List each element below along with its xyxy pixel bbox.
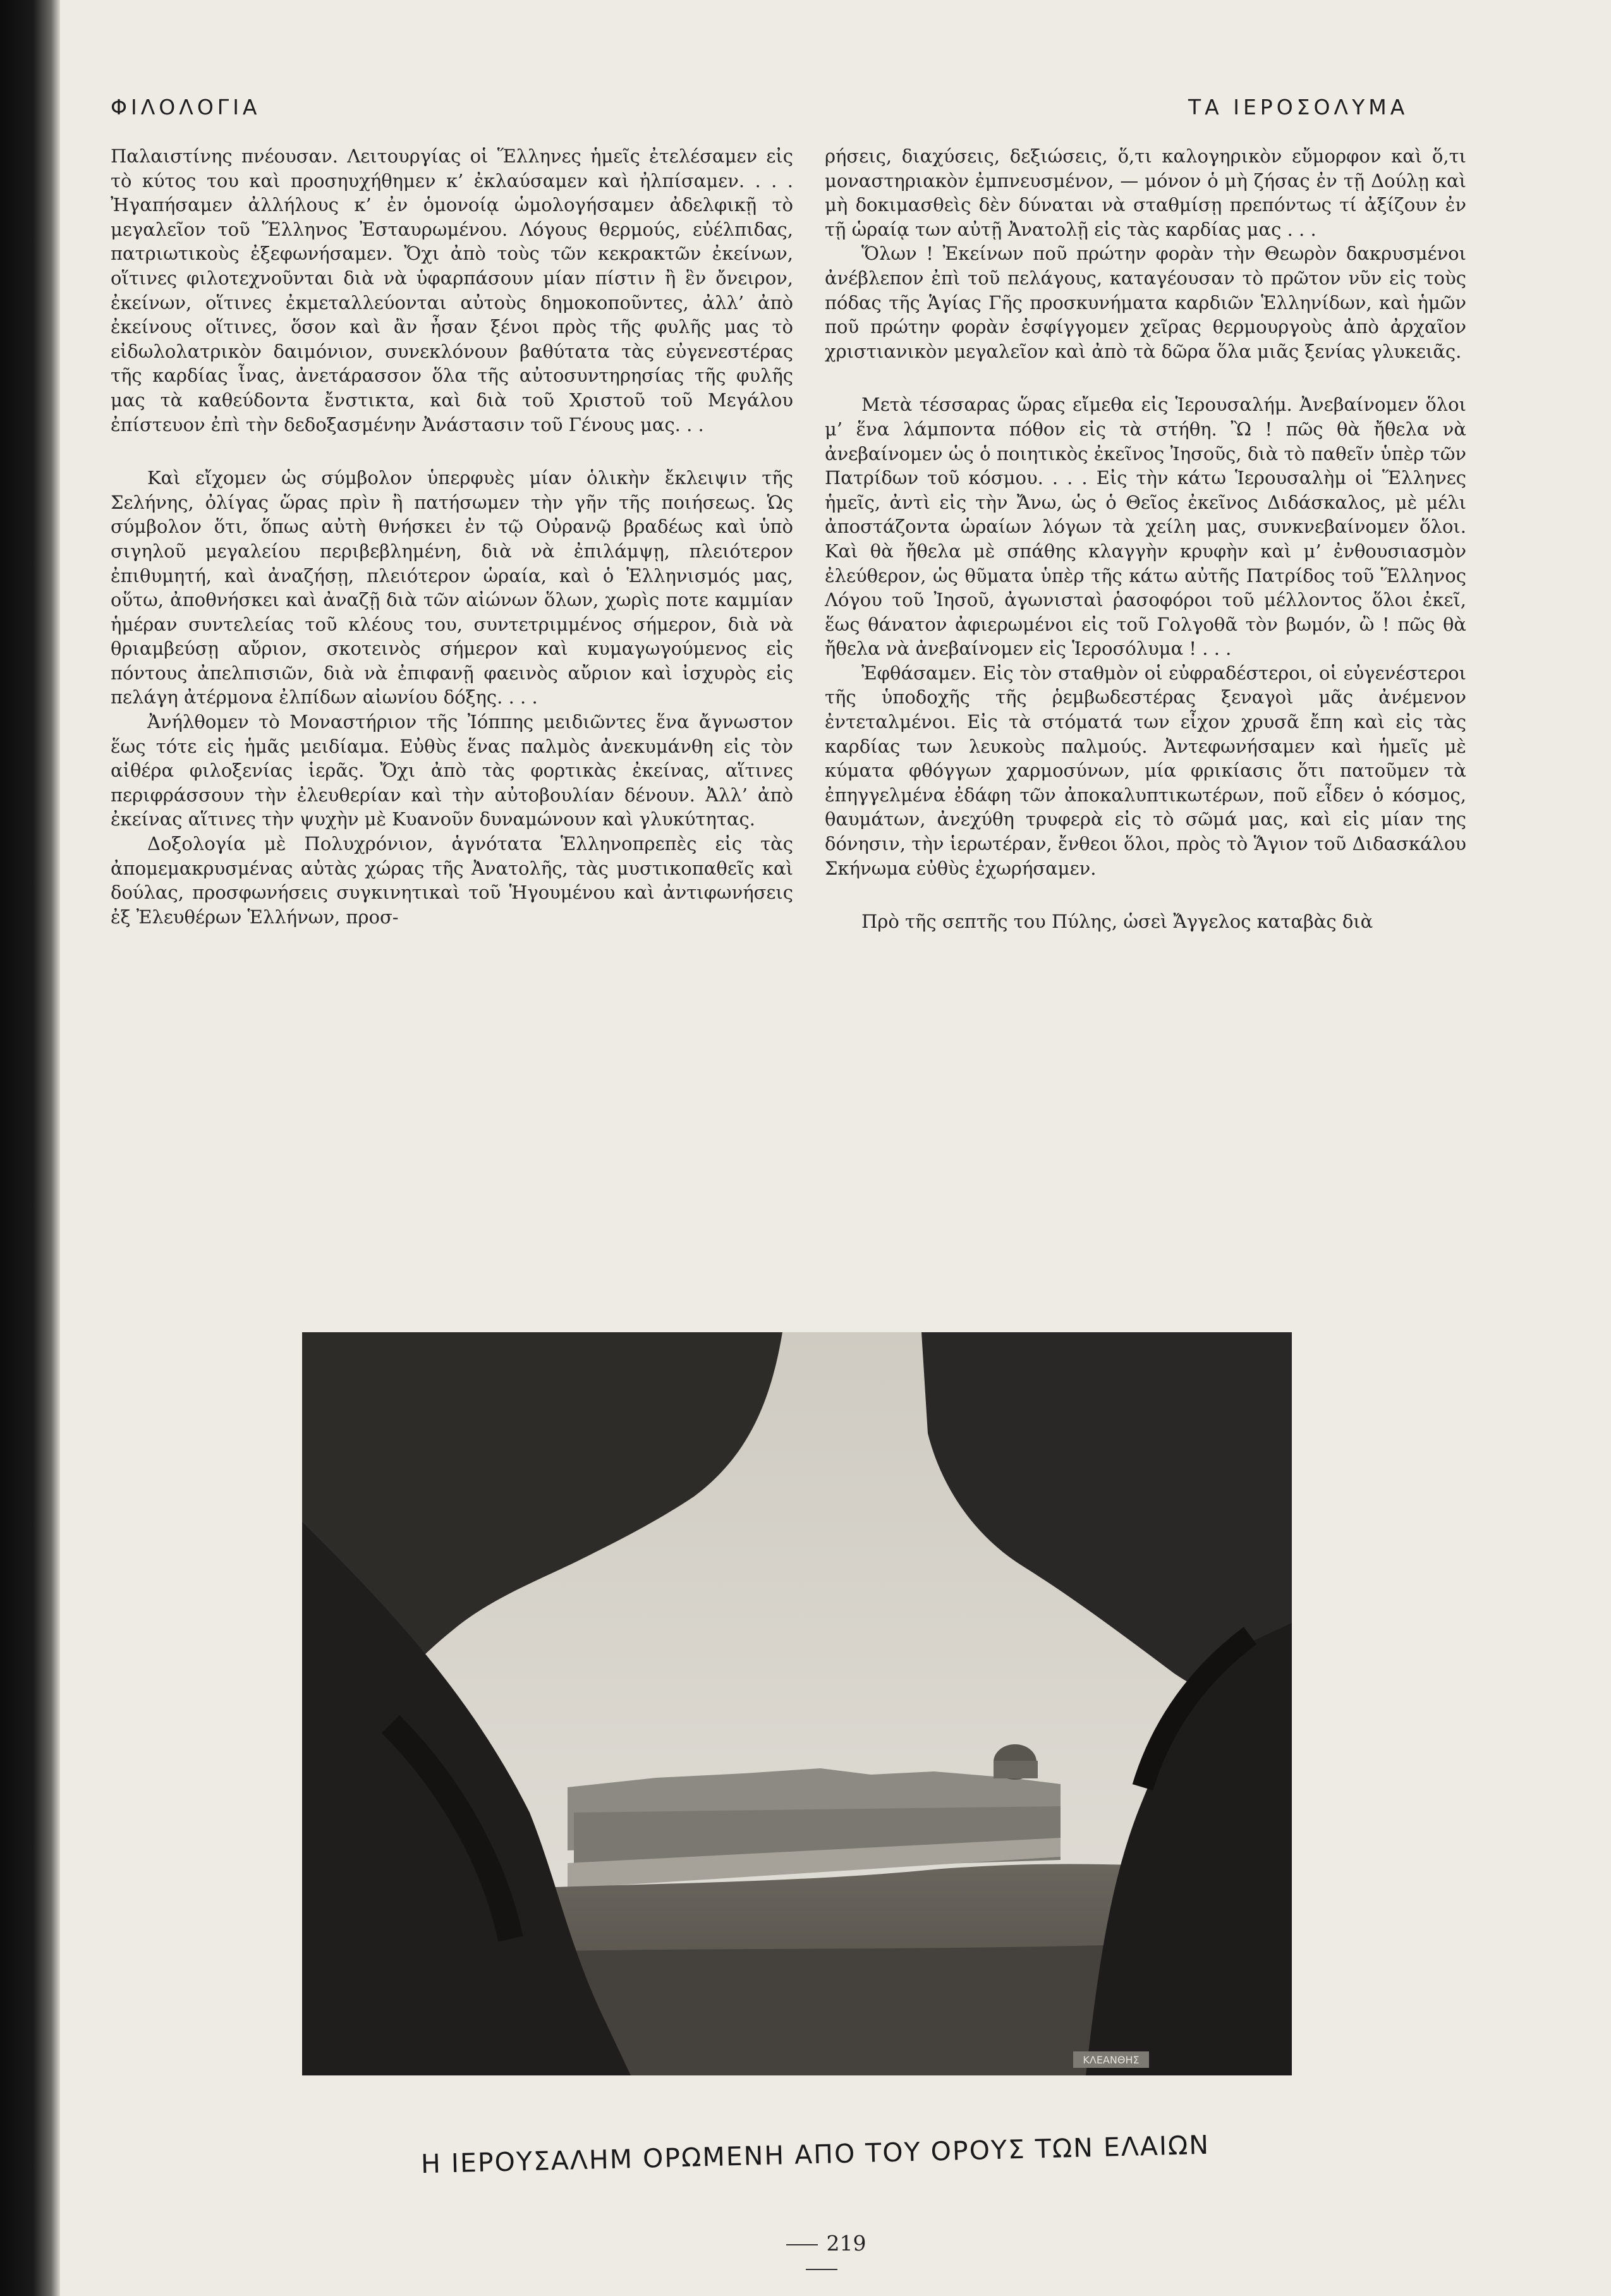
right-text-column bbox=[825, 144, 1466, 934]
jerusalem-photograph bbox=[302, 1332, 1292, 2075]
paragraph: Ἀνήλθομεν τὸ Μοναστήριον τῆς Ἰόππης μειδιῶντες ἕνα ἄγνωστον ἕως τότε εἰς ἡμᾶς μειδίαμα. Εὐθὺς ἕνας παλμὸς ἀνεκυμάνθη εἰς τὸν αἰθέρα φιλοξενίας ἱερᾶς. Ὄχι ἀπὸ τὰς φορτικὰς ἐκείνας, αἵτινες περιφράσσουν τὴν ἐλευθερίαν καὶ τὴν αὐτοβουλίαν δένουν. Ἀλλ’ ἀπὸ ἐκείνας αἵτινες τὴν ψυχὴν μὲ Κυανοῦν δυναμώνουν καὶ γλυκύτητας. bbox=[111, 711, 793, 830]
paragraph: Ὅλων ! Ἐκείνων ποῦ πρώτην φορὰν τὴν Θεωρὸν δακρυσμένοι ἀνέβλεπον ἐπὶ τοῦ πελάγους, καταγέουσαν τὸ πρῶτον νῦν εἰς τοὺς πόδας τῆς Ἁγίας Γῆς προσκυνήματα καρδιῶν Ἑλληνίδων, καὶ ἡμῶν ποῦ πρώτην φορὰν ἐσφίγγομεν χεῖρας θερμουργοὺς ἀπὸ ἀρχαῖον χριστιανικὸν μεγαλεῖον καὶ ἀπὸ τὰ δῶρα ὅλα μιᾶς ξενίας γλυκειᾶς. bbox=[825, 243, 1466, 362]
photo-caption: Η ΙΕΡΟΥΣΑΛΗΜ ΟΡΩΜΕΝΗ ΑΠΟ ΤΟΥ ΟΡΟΥΣ ΤΩΝ ΕΛΑΙΩΝ bbox=[420, 2129, 1210, 2180]
left-text-column bbox=[111, 144, 793, 929]
book-binding-shadow bbox=[0, 0, 60, 2296]
paragraph: Παλαιστίνης πνέουσαν. Λειτουργίας οἱ Ἕλληνες ἡμεῖς ἐτελέσαμεν εἰς τὸ κύτος του καὶ προσηυχήθημεν κ’ ἐκλαύσαμεν καὶ ἠλπίσαμεν. . . . Ἠγαπήσαμεν ἀλλήλους κ’ ἐν ὁμονοίᾳ ὡμολογήσαμεν ἀδελφικῇ τὸ μεγαλεῖον τοῦ Ἕλληνος Ἐσταυρωμένου. Λόγους θερμούς, εὐέλπιδας, πατριωτικοὺς ἐξεφωνήσαμεν. Ὄχι ἀπὸ τοὺς τῶν κεκρακτῶν ἐκείνων, οἵτινες φιλοτεχνοῦνται διὰ νὰ ὑφαρπάσουν μίαν πίστιν ἢ ἓν ὄνειρον, ἐκείνων, οἵτινες ἐκμεταλλεύονται αὐτοὺς δημοκοποῦντες, ἀλλ’ ἀπὸ ἐκείνους οἵτινες, ὅσον καὶ ἂν ἦσαν ξένοι πρὸς τῆς φυλῆς μας τὸ εἰδωλολατρικὸν δαιμόνιον, συνεκλόνουν βαθύτατα τὰς εὐγενεστέρας τῆς καρδίας ἶνας, ἀνετάρασσον ὅλα τῆς αὐτοσυντηρησίας τῆς φυλῆς μας τὰ καθεύδοντα ἔνστικτα, καὶ διὰ τοῦ Χριστοῦ τοῦ Μεγάλου ἐπίστευον ἐπὶ τὴν δεδοξασμένην Ἀνάστασιν τοῦ Γένους μας. . . bbox=[111, 145, 793, 435]
paragraph: Μετὰ τέσσαρας ὥρας εἴμεθα εἰς Ἱερουσαλήμ. Ἀνεβαίνομεν ὅλοι μ’ ἕνα λάμποντα πόθον εἰς τὰ στήθη. Ὢ ! πῶς θὰ ἤθελα νὰ ἀνεβαίνομεν ὡς ὁ ποιητικὸς ἐκεῖνος Ἰησοῦς, διὰ τὸ παθεῖν ὑπὲρ τῶν Πατρίδων τοῦ κόσμου. . . . Εἰς τὴν κάτω Ἱερουσαλὴμ οἱ Ἕλληνες ἡμεῖς, ἀντὶ εἰς τὴν Ἄνω, ὡς ὁ Θεῖος ἐκεῖνος Διδάσκαλος, μὲ μέλι ἀποστάζοντα ὡραίων λόγων τὰ χείλη μας, συνκνεβαίνομεν ὅλοι. Καὶ θὰ ἤθελα μὲ σπάθης κλαγγὴν κρυφὴν καὶ μ’ ἐνθουσιασμὸν ἐλεύθερον, ὡς θῦματα ὑπὲρ τῆς κάτω αὐτῆς Πατρίδος τοῦ Ἕλληνος Λόγου τοῦ Ἰησοῦ, ἀγωνισταὶ ῥασοφόροι τοῦ μέλλοντος ὅλοι ἐκεῖ, ἕως θάνατον ἀφιερωμένοι εἰς τοῦ Γολγοθᾶ τὸν βωμόν, ὢ ! πῶς θὰ ἤθελα νὰ ἀνεβαίνομεν εἰς Ἱεροσόλυμα ! . . . bbox=[825, 394, 1466, 660]
dash-right bbox=[806, 2269, 837, 2270]
page-number-footer bbox=[758, 2231, 885, 2280]
paragraph: Ἐφθάσαμεν. Εἰς τὸν σταθμὸν οἱ εὐφραδέστεροι, οἱ εὐγενέστεροι τῆς ὑποδοχῆς τῆς ῥεμβωδεστέρας ξεναγοὶ μᾶς ἀνέμενον ἐντεταλμένοι. Εἰς τὰ στόματά των εἶχον χρυσᾶ ἔπη καὶ εἰς τὰς καρδίας των λευκοὺς παλμούς. Ἀντεφωνήσαμεν καὶ ἡμεῖς μὲ κύματα φθόγγων χαρμοσύνων, μία φρικίασις ὅτι πατοῦμεν τὰ ἐπηγγελμένα ἐδάφη τῶν ἀποκαλυπτικωτέρων, ποῦ εἶδεν ὁ κόσμος, θαυμάτων, ἀνεχύθη τρυφερὰ εἰς τὸ σῶμά μας, καὶ εἰς μίαν της δόνησιν, τὴν ἱερωτέραν, ἔνθεοι ὅλοι, πρὸς τὸ Ἅγιον τοῦ Διδασκάλου Σκήνωμα εὐθὺς ἐχωρήσαμεν. bbox=[825, 662, 1466, 879]
paragraph: Δοξολογία μὲ Πολυχρόνιον, ἁγνότατα Ἑλληνοπρεπὲς εἰς τὰς ἀπομεμακρυσμένας αὐτὰς χώρας τῆς Ἀνατολῆς, τὰς μυστικοπαθεῖς καὶ δούλας, προσφωνήσεις συγκινητικαὶ τοῦ Ἡγουμένου καὶ ἀντιφωνήσεις ἐξ Ἐλευθέρων Ἑλλήνων, προσ- bbox=[111, 833, 793, 928]
paragraph: Καὶ εἴχομεν ὡς σύμβολον ὑπερφυὲς μίαν ὁλικὴν ἔκλειψιν τῆς Σελήνης, ὀλίγας ὥρας πρὶν ἢ πατήσωμεν τὴν γῆν τῆς ποιήσεως. Ὡς σύμβολον ὅτι, ὅπως αὐτὴ θνήσκει ἐν τῷ Οὐρανῷ βραδέως καὶ ὑπὸ σιγηλοῦ μεγαλείου περιβεβλημένη, διὰ νὰ ἐπιλάμψῃ, πλειότερον ἐπιθυμητή, καὶ ἀναζήσῃ, πλειότερον ὡραία, καὶ ὁ Ἑλληνισμός μας, οὕτω, ἀποθνήσκει καὶ ἀναζῇ διὰ τῶν αἰώνων ὅλων, χωρὶς ποτε καμμίαν ἡμέραν συντελείας τοῦ κλέους του, συντετριμμένος σήμερον, διὰ νὰ θριαμβεύσῃ αὔριον, σκοτεινὸς σήμερον καὶ κυμαγωγούμενος εἰς πόντους ἀπελπισιῶν, διὰ νὰ ἐπιφανῇ φαεινὸς αὔριον καὶ ἰσχυρὸς εἰς πελάγη ἀτέρμονα ἐλπίδων αἰωνίου δόξης. . . . bbox=[111, 467, 793, 708]
dash-left bbox=[786, 2244, 818, 2245]
running-header-right: ΤΑ ΙΕΡΟΣΟΛΥΜΑ bbox=[1188, 95, 1409, 119]
photo-credit: ΚΛΕΑΝΘΗΣ bbox=[1083, 2054, 1140, 2066]
running-header-left: ΦΙΛΟΛΟΓΙΑ bbox=[111, 95, 261, 119]
paragraph: Πρὸ τῆς σεπτῆς του Πύλης, ὡσεὶ Ἄγγελος καταβὰς διὰ bbox=[861, 911, 1373, 933]
page-number: 219 bbox=[826, 2231, 866, 2256]
paragraph: ρήσεις, διαχύσεις, δεξιώσεις, ὅ,τι καλογηρικὸν εὔμορφον καὶ ὅ,τι μοναστηριακὸν ἐμπνευσμένον, — μόνον ὁ μὴ ζήσας ἐν τῇ Δούλῃ καὶ μὴ δοκιμασθεὶς δὲν δύναται νὰ σταθμίσῃ πρεπόντως τί ἀξίζουν ἐν τῇ ὡραίᾳ των αὐτῇ Ἀνατολῇ εἰς τὰς καρδίας μας . . . bbox=[825, 145, 1466, 240]
